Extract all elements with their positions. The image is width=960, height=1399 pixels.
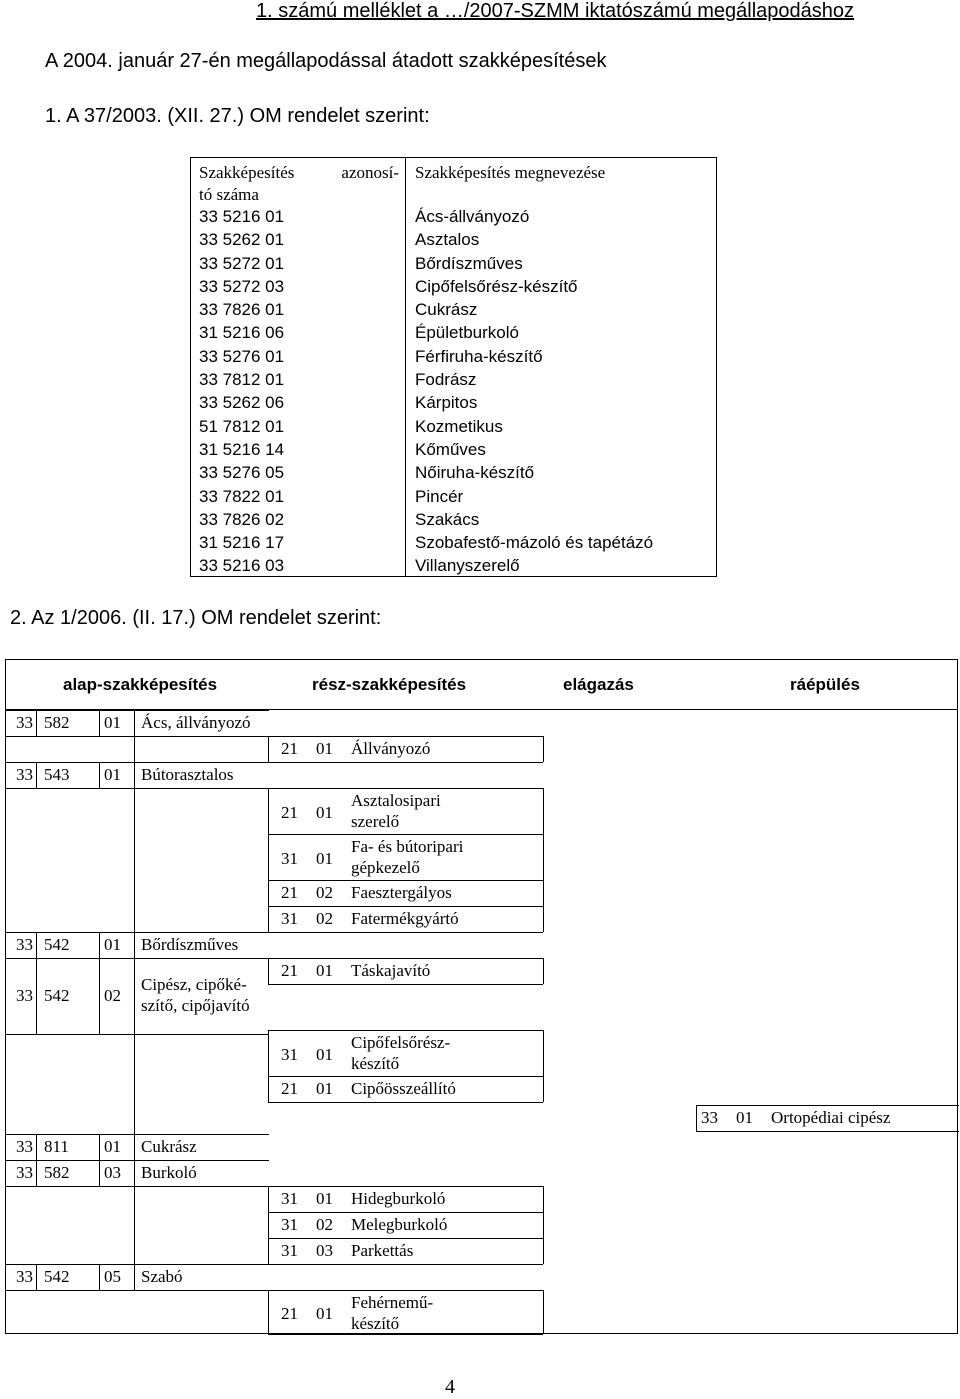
resz-cell-divider	[543, 906, 544, 932]
resz-row-border-top	[268, 1076, 543, 1077]
qualification-name: Asztalos	[415, 230, 480, 250]
resz-row-border-top	[268, 958, 543, 959]
resz-code-part-1: 21	[281, 739, 298, 758]
alap-name: Bútorasztalos	[141, 765, 234, 784]
resz-name-line-2: készítő	[351, 1314, 400, 1333]
resz-name: Cipőösszeállító	[351, 1079, 456, 1098]
resz-cell-divider	[268, 1290, 269, 1334]
resz-code-part-1: 31	[281, 1241, 298, 1260]
resz-cell-divider	[543, 958, 544, 984]
resz-cell-divider	[543, 1076, 544, 1102]
qualification-code: 33 5216 01	[199, 207, 285, 226]
resz-row-border-top	[268, 1238, 543, 1239]
qualification-code: 31 5216 17	[199, 533, 285, 553]
resz-name: Hidegburkoló	[351, 1189, 446, 1208]
resz-cell-divider	[268, 1076, 269, 1102]
alap-row-border-bottom	[6, 1290, 269, 1291]
alap-code-part-1: 33	[16, 765, 33, 784]
resz-name-line-2: szerelő	[351, 812, 400, 831]
alap-code-part-1: 33	[16, 986, 33, 1005]
header-alap: alap-szakképesítés	[63, 675, 218, 694]
alap-code-part-1: 33	[16, 1137, 33, 1156]
header-elagazas: elágazás	[563, 675, 634, 694]
alap-cell-divider	[36, 710, 37, 736]
qualification-name: Villanyszerelő	[415, 556, 520, 576]
alap-cell-divider	[99, 1264, 100, 1290]
resz-row-border-bottom	[268, 932, 543, 933]
raepules-code-part-1: 33	[701, 1108, 718, 1127]
alap-code-part-1: 33	[16, 935, 33, 954]
alap-code-part-1: 33	[16, 1163, 33, 1182]
resz-row-border-top	[268, 1030, 543, 1031]
qualification-name: Kárpitos	[415, 393, 478, 413]
resz-cell-divider	[543, 1290, 544, 1334]
resz-name: Parkettás	[351, 1241, 414, 1260]
qualification-code: 33 7822 01	[199, 486, 285, 506]
header-qualification-name: Szakképesítés megnevezése	[415, 163, 606, 182]
resz-row-border-top	[268, 834, 543, 835]
resz-name: Faesztergályos	[351, 883, 452, 902]
resz-code-part-2: 01	[316, 1045, 333, 1064]
alap-cell-divider	[36, 1264, 37, 1290]
resz-row-border-top	[268, 788, 543, 789]
alap-cell-divider	[99, 710, 100, 736]
resz-row-border-top	[268, 1290, 543, 1291]
resz-row-border-bottom	[268, 1334, 543, 1335]
qualification-name: Nőiruha-készítő	[415, 463, 535, 483]
header-resz: rész-szakképesítés	[312, 675, 467, 694]
header-qualification-id	[199, 162, 399, 206]
alap-code-part-3: 03	[104, 1163, 121, 1182]
qualification-code: 31 5216 14	[199, 439, 285, 459]
resz-cell-divider	[543, 1030, 544, 1076]
alap-name: Burkoló	[141, 1163, 197, 1182]
alap-row-border-bottom	[6, 1034, 269, 1035]
resz-name: Állványozó	[351, 739, 431, 758]
resz-code-part-2: 01	[316, 849, 333, 868]
alap-name: Bőrdíszműves	[141, 935, 239, 954]
resz-row-border-bottom	[268, 762, 543, 763]
qualification-code: 33 5216 03	[199, 556, 285, 576]
resz-cell-divider	[268, 736, 269, 762]
alap-row-border-top	[6, 1134, 269, 1135]
resz-cell-divider	[268, 1238, 269, 1264]
qualification-name: Cukrász	[415, 300, 478, 320]
alap-cell-divider	[134, 710, 135, 736]
alap-cell-divider	[99, 1134, 100, 1160]
qualification-code: 33 5262 01	[199, 230, 285, 250]
resz-cell-divider	[268, 1186, 269, 1212]
resz-code-part-1: 21	[281, 803, 298, 822]
qualification-code: 33 5276 05	[199, 463, 285, 483]
page-number: 4	[445, 1376, 455, 1398]
qualification-code: 33 5272 03	[199, 276, 285, 296]
table-row	[191, 461, 716, 484]
table-1-body	[191, 205, 716, 578]
qualification-name: Kőműves	[415, 439, 486, 459]
raepules-row-border-top	[696, 1105, 959, 1106]
qualification-name: Épületburkoló	[415, 323, 519, 343]
alap-name-line-1: Cipész, cipőké-	[141, 975, 247, 994]
resz-cell-divider	[268, 880, 269, 906]
resz-row-border-bottom	[268, 1102, 543, 1103]
alap-code-part-2: 811	[44, 1137, 69, 1156]
qualification-code: 33 7826 02	[199, 509, 285, 529]
qualification-name: Szobafestő-mázoló és tapétázó	[415, 533, 654, 553]
alap-cell-divider	[36, 958, 37, 1034]
alap-code-part-3: 01	[104, 935, 121, 954]
raepules-cell-divider	[696, 1105, 697, 1131]
alap-cell-divider	[99, 1160, 100, 1186]
resz-code-part-1: 31	[281, 1045, 298, 1064]
alap-code-part-2: 542	[44, 935, 70, 954]
table-2-header	[5, 659, 958, 710]
resz-code-part-2: 02	[316, 1215, 333, 1234]
resz-code-part-1: 21	[281, 961, 298, 980]
resz-cell-divider	[543, 1238, 544, 1264]
resz-cell-divider	[268, 1212, 269, 1238]
raepules-code-part-2: 01	[736, 1108, 753, 1127]
annex-reference-heading: 1. számú melléklet a …/2007-SZMM iktatószámú megállapodáshoz	[256, 0, 855, 22]
table-row	[191, 554, 716, 577]
table-row	[191, 531, 716, 554]
resz-row-border-top	[268, 736, 543, 737]
header-id-word1: Szakképesítés	[199, 163, 295, 182]
alap-cell-divider	[36, 1134, 37, 1160]
table-row	[191, 298, 716, 321]
qualification-code: 31 5216 06	[199, 323, 285, 343]
alap-name: Szabó	[141, 1267, 183, 1286]
alap-row-border-top	[6, 932, 269, 933]
resz-code-part-2: 01	[316, 1079, 333, 1098]
alap-name: Cukrász	[141, 1137, 197, 1156]
resz-name-line-1: Fehérnemű-	[351, 1293, 434, 1312]
alap-code-part-2: 543	[44, 765, 70, 784]
qualification-name: Cipőfelsőrész-készítő	[415, 276, 578, 296]
table-row	[191, 415, 716, 438]
alap-row-border-top	[6, 1160, 269, 1161]
alap-vertical-continuation	[134, 736, 135, 1264]
alap-code-part-2: 542	[44, 986, 70, 1005]
alap-cell-divider	[99, 958, 100, 1034]
header-id-word2: azonosí-	[341, 163, 399, 182]
resz-code-part-2: 01	[316, 803, 333, 822]
qualifications-table-2	[5, 710, 958, 1334]
qualification-name: Férfiruha-készítő	[415, 346, 543, 366]
alap-name-line-2: szítő, cipőjavító	[141, 996, 250, 1015]
document-subtitle: A 2004. január 27-én megállapodással átadott szakképesítések	[45, 50, 607, 72]
alap-cell-divider	[99, 932, 100, 958]
alap-row-border-bottom	[6, 1186, 269, 1187]
raepules-row-border-bottom	[696, 1131, 959, 1132]
resz-code-part-2: 01	[316, 739, 333, 758]
alap-row-border-top	[6, 1264, 269, 1265]
table-row	[191, 321, 716, 344]
table-row	[191, 485, 716, 508]
resz-name-line-2: gépkezelő	[351, 858, 420, 877]
resz-cell-divider	[268, 834, 269, 880]
section-2-title: 2. Az 1/2006. (II. 17.) OM rendelet szerint:	[10, 607, 382, 629]
resz-cell-divider	[543, 1186, 544, 1212]
alap-name: Ács, állványozó	[141, 713, 251, 732]
resz-name: Fatermékgyártó	[351, 909, 459, 928]
qualification-name: Ács-állványozó	[415, 207, 530, 226]
qualification-code: 33 7826 01	[199, 300, 285, 320]
alap-cell-divider	[36, 932, 37, 958]
alap-row-border-top	[6, 710, 269, 711]
alap-code-part-3: 05	[104, 1267, 121, 1286]
qualification-name: Szakács	[415, 509, 480, 529]
resz-cell-divider	[543, 880, 544, 906]
table-row	[191, 438, 716, 461]
resz-name-line-1: Fa- és bútoripari	[351, 837, 464, 856]
alap-row-border-bottom	[6, 788, 269, 789]
resz-code-part-1: 31	[281, 1215, 298, 1234]
resz-code-part-2: 01	[316, 961, 333, 980]
alap-code-part-3: 01	[104, 713, 121, 732]
table-row	[191, 391, 716, 414]
alap-cell-divider	[99, 762, 100, 788]
raepules-name: Ortopédiai cipész	[771, 1108, 891, 1127]
alap-cell-divider	[36, 1160, 37, 1186]
resz-code-part-1: 31	[281, 1189, 298, 1208]
resz-code-part-1: 21	[281, 1304, 298, 1323]
qualification-name: Fodrász	[415, 370, 477, 390]
alap-code-part-1: 33	[16, 1267, 33, 1286]
resz-name-line-1: Cipőfelsőrész-	[351, 1033, 451, 1052]
resz-code-part-2: 03	[316, 1241, 333, 1260]
resz-cell-divider	[268, 788, 269, 834]
qualification-code: 51 7812 01	[199, 416, 285, 436]
alap-code-part-2: 582	[44, 713, 70, 732]
resz-row-border-top	[268, 906, 543, 907]
resz-name-line-1: Asztalosipari	[351, 791, 441, 810]
table-row	[191, 252, 716, 275]
resz-name: Táskajavító	[351, 961, 431, 980]
resz-row-border-top	[268, 1212, 543, 1213]
resz-code-part-1: 21	[281, 883, 298, 902]
qualification-code: 33 5272 01	[199, 253, 285, 273]
alap-code-part-3: 01	[104, 765, 121, 784]
resz-cell-divider	[543, 1212, 544, 1238]
alap-cell-divider	[134, 1264, 135, 1290]
section-1-title: 1. A 37/2003. (XII. 27.) OM rendelet szerint:	[45, 105, 430, 127]
table-row	[191, 508, 716, 531]
resz-code-part-1: 31	[281, 849, 298, 868]
alap-row-border-bottom	[6, 736, 269, 737]
header-id-line2: tó száma	[199, 185, 259, 204]
resz-row-border-top	[268, 1186, 543, 1187]
qualification-code: 33 5262 06	[199, 393, 285, 413]
resz-cell-divider	[543, 736, 544, 762]
resz-code-part-2: 02	[316, 883, 333, 902]
resz-cell-divider	[543, 788, 544, 834]
resz-row-border-top	[268, 880, 543, 881]
resz-code-part-2: 01	[316, 1189, 333, 1208]
resz-cell-divider	[268, 1030, 269, 1076]
alap-row-border-top	[6, 958, 269, 959]
table-row	[191, 368, 716, 391]
header-raepules: ráépülés	[790, 675, 860, 694]
alap-cell-divider	[36, 762, 37, 788]
table-row	[191, 345, 716, 368]
resz-name: Melegburkoló	[351, 1215, 448, 1234]
qualifications-table-1	[190, 157, 717, 577]
resz-cell-divider	[268, 958, 269, 984]
resz-row-border-bottom	[268, 984, 543, 985]
alap-row-border-top	[6, 762, 269, 763]
alap-code-part-2: 542	[44, 1267, 70, 1286]
resz-code-part-1: 31	[281, 909, 298, 928]
alap-code-part-3: 01	[104, 1137, 121, 1156]
resz-code-part-2: 02	[316, 909, 333, 928]
resz-cell-divider	[268, 906, 269, 932]
resz-cell-divider	[543, 834, 544, 880]
alap-code-part-3: 02	[104, 986, 121, 1005]
qualification-name: Pincér	[415, 486, 464, 506]
qualification-name: Kozmetikus	[415, 416, 503, 436]
qualification-code: 33 7812 01	[199, 370, 285, 390]
table-row	[191, 228, 716, 251]
alap-code-part-1: 33	[16, 713, 33, 732]
alap-code-part-2: 582	[44, 1163, 70, 1182]
resz-name-line-2: készítő	[351, 1054, 400, 1073]
qualification-name: Bőrdíszműves	[415, 253, 523, 273]
qualification-code: 33 5276 01	[199, 346, 285, 366]
resz-code-part-1: 21	[281, 1079, 298, 1098]
resz-code-part-2: 01	[316, 1304, 333, 1323]
resz-row-border-bottom	[268, 1264, 543, 1265]
table-row	[191, 205, 716, 228]
table-row	[191, 275, 716, 298]
